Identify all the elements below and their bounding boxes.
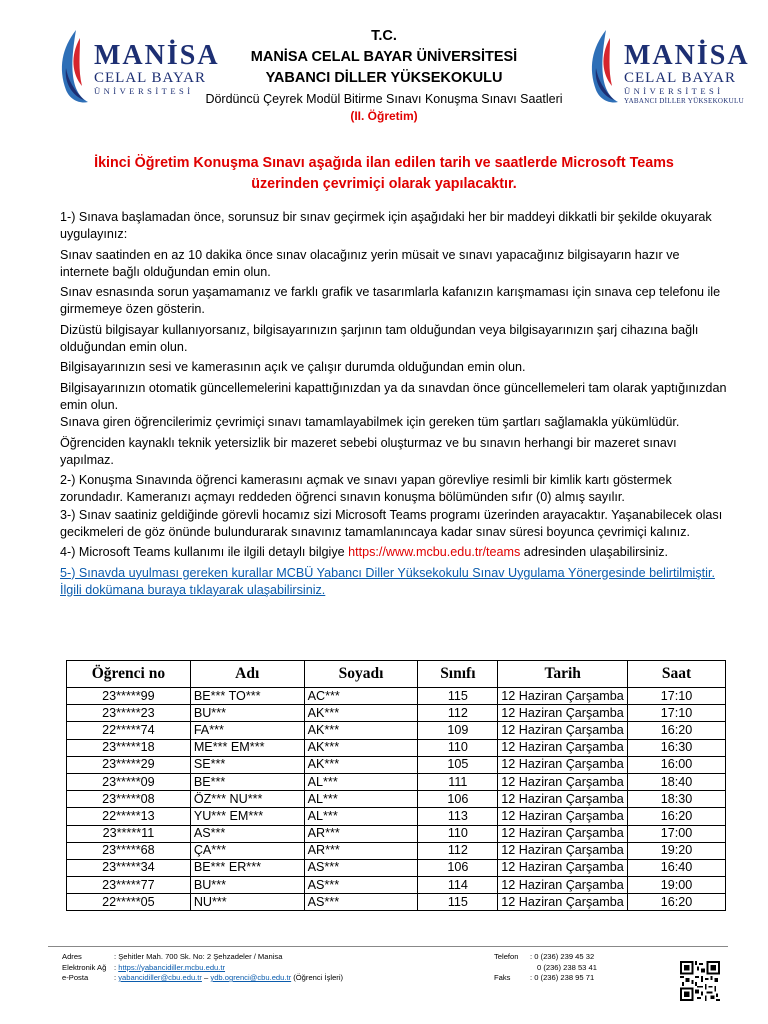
announcement: İkinci Öğretim Konuşma Sınavı aşağıda ilan edilen tarih ve saatlerde Microsoft Teams üzerinden çevrimiçi olarak yapılacaktır.	[94, 155, 674, 192]
col-header-student-no: Öğrenci no	[67, 661, 191, 688]
phone-label: Telefon	[494, 952, 519, 961]
cell-class: 111	[418, 773, 498, 790]
instruction-4	[60, 544, 730, 561]
cell-time: 17:10	[628, 705, 726, 722]
cell-student-no: 23*****11	[67, 825, 191, 842]
cell-date: 12 Haziran Çarşamba	[498, 773, 628, 790]
web-separator: :	[114, 962, 119, 972]
cell-surname: AC***	[304, 688, 418, 705]
footer-phone	[494, 952, 597, 984]
instruction-item: Sınava giren öğrencilerimiz çevrimiçi sınavı tamamlayabilmek için gereken tüm şartları sağlamakla yükümlüdür.	[60, 415, 680, 430]
cell-time: 18:30	[628, 791, 726, 808]
col-header-date: Tarih	[498, 661, 628, 688]
footer-divider	[48, 946, 728, 947]
footer-contact	[62, 952, 343, 984]
header-school: YABANCI DİLLER YÜKSEKOKULU	[265, 70, 503, 86]
cell-class: 112	[418, 842, 498, 859]
cell-surname: AL***	[304, 773, 418, 790]
table-row	[67, 877, 726, 894]
cell-class: 114	[418, 877, 498, 894]
cell-student-no: 23*****18	[67, 739, 191, 756]
fax-label: Faks	[494, 973, 511, 982]
cell-date: 12 Haziran Çarşamba	[498, 877, 628, 894]
cell-time: 18:40	[628, 773, 726, 790]
document-header	[0, 26, 768, 124]
instruction-item: Sınav esnasında sorun yaşamamanız ve farklı grafik ve tasarımlarla kafanızın karışmaması için sınava cep telefonu ile girmemeye özen gösterin.	[60, 285, 721, 317]
table-row	[67, 688, 726, 705]
cell-time: 16:20	[628, 894, 726, 911]
cell-surname: AR***	[304, 842, 418, 859]
table-row	[67, 825, 726, 842]
cell-first-name: BU***	[190, 877, 304, 894]
cell-student-no: 22*****05	[67, 894, 191, 911]
table-row	[67, 756, 726, 773]
cell-date: 12 Haziran Çarşamba	[498, 791, 628, 808]
col-header-surname: Soyadı	[304, 661, 418, 688]
table-header-row	[67, 661, 726, 688]
table-row	[67, 739, 726, 756]
cell-student-no: 23*****34	[67, 859, 191, 876]
cell-class: 113	[418, 808, 498, 825]
logo-wordmark-secondary: CELAL BAYAR	[94, 70, 206, 86]
cell-first-name: ME*** EM***	[190, 739, 304, 756]
cell-time: 17:00	[628, 825, 726, 842]
instruction-item: Sınav saatinden en az 10 dakika önce sınav olacağınız yerin müsait ve sınavı yapacağınız bilgisayarın hazır ve internete bağlı olduğundan emin olun.	[60, 247, 680, 279]
cell-first-name: BU***	[190, 705, 304, 722]
table-row	[67, 773, 726, 790]
logo-wordmark-primary: MANİSA	[624, 40, 750, 71]
cell-first-name: SE***	[190, 756, 304, 773]
table-row	[67, 859, 726, 876]
cell-surname: AK***	[304, 705, 418, 722]
cell-first-name: BE*** ER***	[190, 859, 304, 876]
instruction-item: Bilgisayarınızın sesi ve kamerasının açık ve çalışır durumda olduğundan emin olun.	[60, 360, 526, 375]
phone-1: : 0 (236) 239 45 32	[530, 952, 595, 961]
header-session: (II. Öğretim)	[350, 109, 418, 123]
cell-class: 115	[418, 688, 498, 705]
cell-student-no: 23*****08	[67, 791, 191, 808]
email-dash: –	[201, 973, 211, 982]
cell-date: 12 Haziran Çarşamba	[498, 739, 628, 756]
cell-date: 12 Haziran Çarşamba	[498, 722, 628, 739]
cell-time: 16:40	[628, 859, 726, 876]
cell-surname: AS***	[304, 877, 418, 894]
cell-date: 12 Haziran Çarşamba	[498, 705, 628, 722]
col-header-time: Saat	[628, 661, 726, 688]
website-link[interactable]: https://yabancidiller.mcbu.edu.tr	[118, 962, 226, 972]
cell-class: 106	[418, 859, 498, 876]
logo-wordmark-primary: MANİSA	[94, 40, 220, 71]
header-university: MANİSA CELAL BAYAR ÜNİVERSİTESİ	[250, 49, 518, 65]
regulation-document-link[interactable]: 5-) Sınavda uyulması gereken kurallar MCBÜ Yabancı Diller Yüksekokulu Sınav Uygulama Yönergesinde belirtilmiştir. İlgili dokümana buraya tıklayarak ulaşabilirsiniz.	[60, 565, 715, 597]
col-header-name: Adı	[190, 661, 304, 688]
cell-surname: AR***	[304, 825, 418, 842]
cell-time: 16:30	[628, 739, 726, 756]
cell-class: 112	[418, 705, 498, 722]
cell-surname: AS***	[304, 894, 418, 911]
email-link-student-affairs[interactable]: ydb.ogrenci@cbu.edu.tr	[210, 973, 292, 982]
cell-first-name: ÖZ*** NU***	[190, 791, 304, 808]
cell-time: 17:10	[628, 688, 726, 705]
cell-first-name: NU***	[190, 894, 304, 911]
cell-student-no: 23*****23	[67, 705, 191, 722]
instruction-1: 1-) Sınava başlamadan önce, sorunsuz bir sınav geçirmek için aşağıdaki her bir maddeyi dikkatli bir şekilde okuyarak uygulayınız:	[60, 210, 712, 242]
phone-2: 0 (236) 238 53 41	[537, 962, 597, 972]
instruction-3: 3-) Sınav saatiniz geldiğinde görevli hocamız sizi Microsoft Teams programı üzerinden arayacaktır. Yaşanabilecek olası gecikmeleri de göz önünde bulundurarak sınavınız tamamlanıncaya kadar sınav süresi boyunca çevrimiçi kalınız.	[60, 507, 723, 540]
table-row	[67, 842, 726, 859]
col-header-class: Sınıfı	[418, 661, 498, 688]
email-note: (Öğrenci İşleri)	[291, 973, 344, 982]
instructions	[60, 209, 730, 602]
cell-student-no: 22*****74	[67, 722, 191, 739]
table-row	[67, 722, 726, 739]
cell-date: 12 Haziran Çarşamba	[498, 756, 628, 773]
email-label: e-Posta	[62, 973, 89, 982]
cell-date: 12 Haziran Çarşamba	[498, 825, 628, 842]
cell-student-no: 23*****29	[67, 756, 191, 773]
qr-code-icon	[680, 961, 720, 1001]
email-link-school[interactable]: yabancidiller@cbu.edu.tr	[118, 973, 202, 982]
cell-surname: AL***	[304, 791, 418, 808]
cell-surname: AS***	[304, 859, 418, 876]
cell-student-no: 23*****68	[67, 842, 191, 859]
cell-class: 106	[418, 791, 498, 808]
cell-date: 12 Haziran Çarşamba	[498, 894, 628, 911]
email-separator: :	[114, 973, 119, 982]
cell-student-no: 23*****09	[67, 773, 191, 790]
logo-wordmark-tertiary: ÜNİVERSİTESİ	[94, 86, 194, 96]
exam-schedule-table	[66, 660, 726, 911]
web-label: Elektronik Ağ	[62, 962, 107, 972]
cell-class: 105	[418, 756, 498, 773]
cell-time: 19:00	[628, 877, 726, 894]
cell-student-no: 23*****77	[67, 877, 191, 894]
logo-wordmark-tertiary: ÜNİVERSİTESİ	[624, 86, 724, 96]
cell-class: 110	[418, 739, 498, 756]
instruction-4-text: 4-) Microsoft Teams kullanımı ile ilgili detaylı bilgiye	[60, 545, 349, 560]
table-row	[67, 808, 726, 825]
header-tc: T.C.	[371, 28, 397, 44]
address-value: : Şehitler Mah. 700 Sk. No: 2 Şehzadeler / Manisa	[114, 952, 283, 961]
instruction-4-suffix: adresinden ulaşabilirsiniz.	[520, 545, 669, 560]
instruction-item: Bilgisayarınızın otomatik güncellemelerini kapattığınızdan ya da sınavdan önce güncellemeleri tam olarak yaptığınızdan emin olun.	[60, 380, 727, 412]
cell-first-name: BE*** TO***	[190, 688, 304, 705]
cell-class: 110	[418, 825, 498, 842]
cell-class: 115	[418, 894, 498, 911]
cell-first-name: YU*** EM***	[190, 808, 304, 825]
cell-time: 16:20	[628, 808, 726, 825]
cell-date: 12 Haziran Çarşamba	[498, 808, 628, 825]
table-row	[67, 705, 726, 722]
table-row	[67, 894, 726, 911]
table-row	[67, 791, 726, 808]
cell-first-name: BE***	[190, 773, 304, 790]
fax-value: : 0 (236) 238 95 71	[530, 973, 595, 982]
instruction-2: 2-) Konuşma Sınavında öğrenci kamerasını açmak ve sınavı yapan görevliye resimli bir kimlik kartı göstermek zorundadır. Kameranızı açmayı reddeden öğrenci sınavın konuşma bölümünden sıfır (0) almış sayılır.	[60, 473, 672, 505]
cell-surname: AK***	[304, 756, 418, 773]
cell-date: 12 Haziran Çarşamba	[498, 859, 628, 876]
cell-date: 12 Haziran Çarşamba	[498, 842, 628, 859]
cell-time: 16:00	[628, 756, 726, 773]
cell-student-no: 23*****99	[67, 688, 191, 705]
instruction-item: Dizüstü bilgisayar kullanıyorsanız, bilgisayarınızın şarjının tam olduğundan veya bilgisayarınızın şarj cihazına bağlı olduğundan emin olun.	[60, 322, 699, 355]
address-label: Adres	[62, 952, 82, 961]
cell-first-name: FA***	[190, 722, 304, 739]
cell-time: 19:20	[628, 842, 726, 859]
teams-info-link[interactable]: https://www.mcbu.edu.tr/teams	[348, 545, 521, 560]
header-subtitle: Dördüncü Çeyrek Modül Bitirme Sınavı Konuşma Sınavı Saatleri	[205, 92, 563, 106]
cell-first-name: ÇA***	[190, 842, 304, 859]
cell-class: 109	[418, 722, 498, 739]
logo-wordmark-secondary: CELAL BAYAR	[624, 70, 736, 86]
cell-first-name: AS***	[190, 825, 304, 842]
logo-wordmark-school: YABANCI DİLLER YÜKSEKOKULU	[624, 97, 744, 105]
cell-surname: AK***	[304, 739, 418, 756]
cell-student-no: 22*****13	[67, 808, 191, 825]
cell-surname: AK***	[304, 722, 418, 739]
cell-date: 12 Haziran Çarşamba	[498, 688, 628, 705]
cell-surname: AL***	[304, 808, 418, 825]
cell-time: 16:20	[628, 722, 726, 739]
instruction-item: Öğrenciden kaynaklı teknik yetersizlik bir mazeret sebebi oluşturmaz ve bu sınavın herhangi bir mazeret sınavı yapılmaz.	[60, 435, 677, 467]
